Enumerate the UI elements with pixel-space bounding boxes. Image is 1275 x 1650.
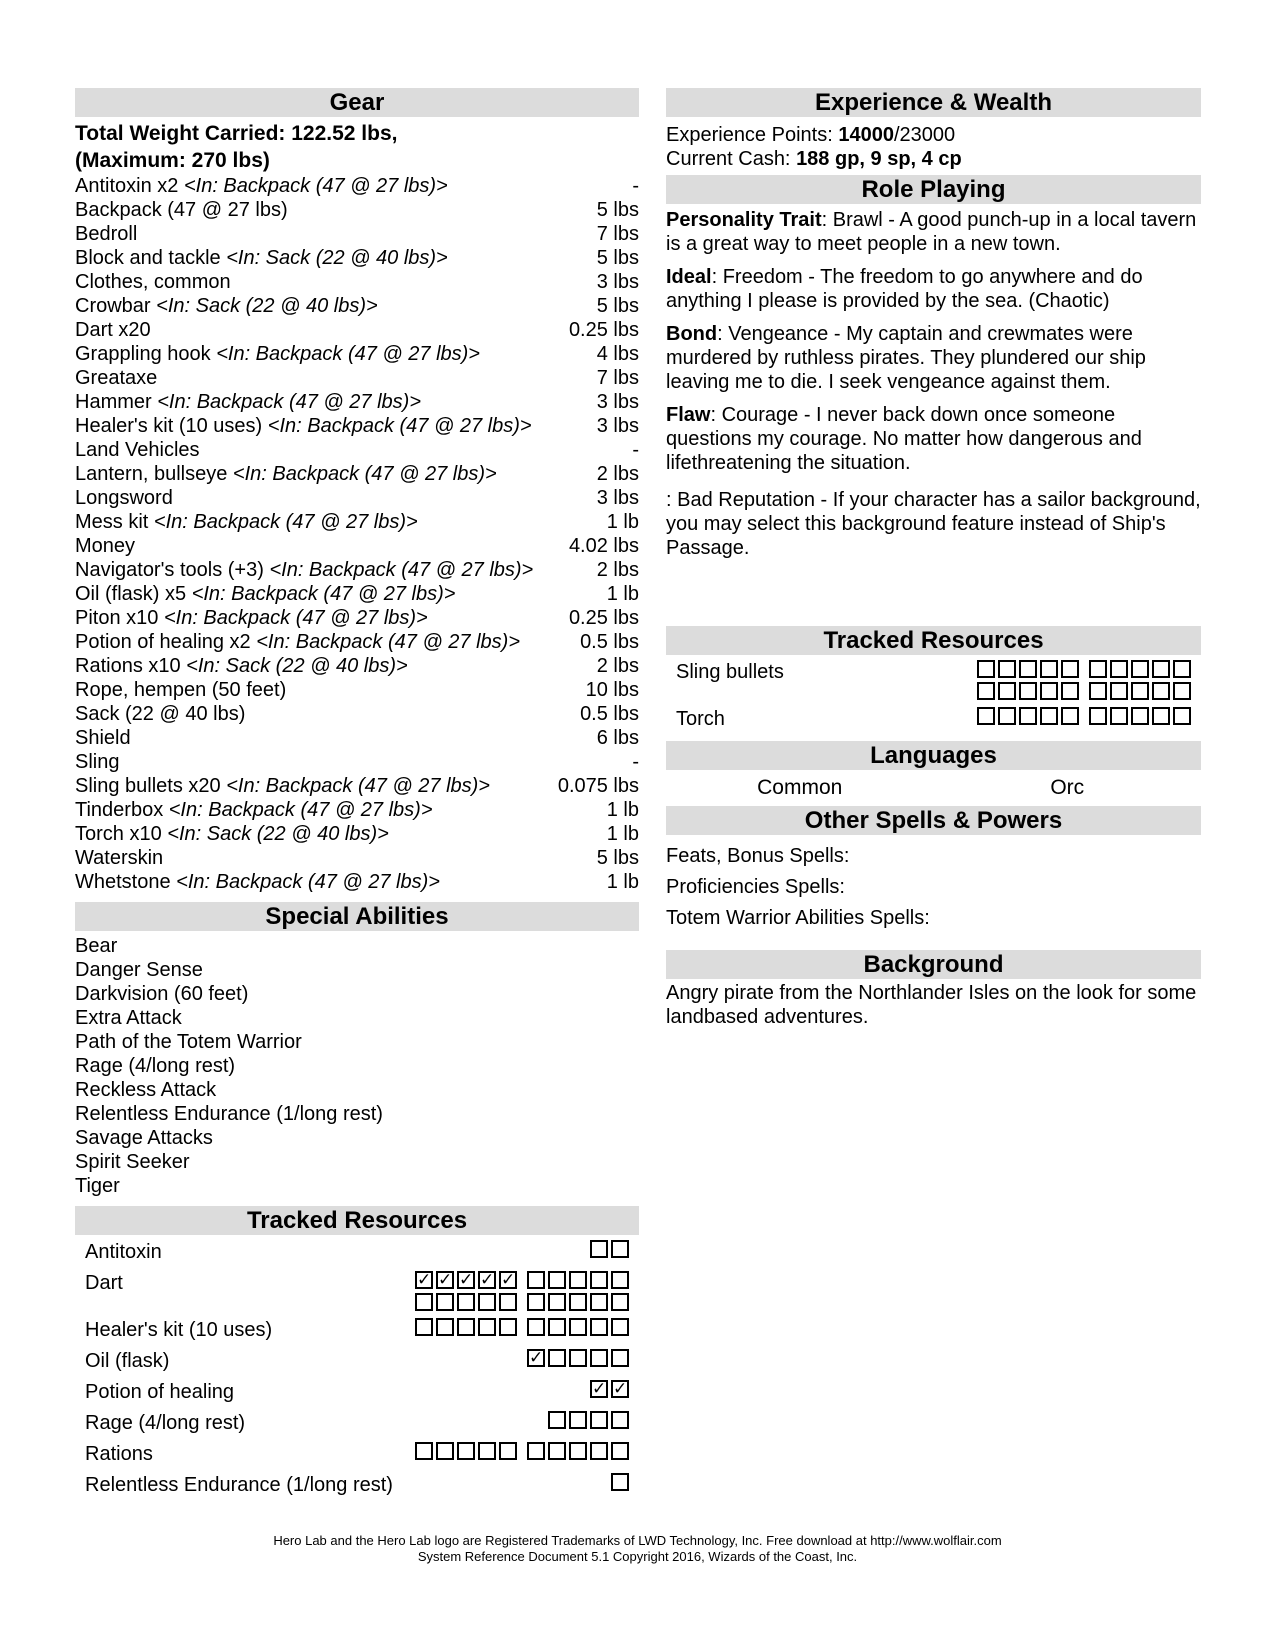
gear-item-weight: - bbox=[632, 439, 639, 461]
empty-checkbox[interactable] bbox=[1089, 660, 1107, 678]
gear-item-name: Navigator's tools (+3) bbox=[75, 559, 270, 581]
gear-item bbox=[75, 534, 639, 558]
gear-item bbox=[75, 198, 639, 222]
gear-item-location: <In: Sack (22 @ 40 lbs)> bbox=[156, 295, 378, 317]
tracked-resource-name: Oil (flask) bbox=[85, 1350, 170, 1372]
checked-box[interactable]: ✓ bbox=[417, 1270, 432, 1289]
gear-item bbox=[75, 582, 639, 606]
gear-item-weight: 1 lb bbox=[606, 871, 639, 893]
empty-checkbox[interactable] bbox=[590, 1318, 608, 1336]
tracked-resource-row bbox=[75, 1380, 639, 1404]
tracked-resource-name: Rations bbox=[85, 1443, 153, 1465]
empty-checkbox[interactable] bbox=[1110, 707, 1128, 725]
checked-box[interactable]: ✓ bbox=[459, 1270, 474, 1289]
empty-checkbox[interactable] bbox=[611, 1411, 629, 1429]
empty-checkbox[interactable] bbox=[611, 1473, 629, 1491]
gear-item-name: Antitoxin x2 bbox=[75, 175, 184, 197]
empty-checkbox[interactable] bbox=[569, 1442, 587, 1460]
gear-item bbox=[75, 798, 639, 822]
empty-checkbox[interactable] bbox=[415, 1442, 433, 1460]
checked-box[interactable]: ✓ bbox=[480, 1270, 495, 1289]
gear-item-name: Bedroll bbox=[75, 223, 138, 245]
empty-checkbox[interactable] bbox=[611, 1293, 629, 1311]
gear-item bbox=[75, 438, 639, 462]
tracked-resource-name: Potion of healing bbox=[85, 1381, 235, 1403]
ability-item: Tiger bbox=[75, 1175, 120, 1197]
gear-item-weight: 0.5 lbs bbox=[580, 703, 639, 725]
background-header: Background bbox=[666, 950, 1201, 979]
tracked-resources-right bbox=[666, 660, 1201, 731]
checked-box[interactable]: ✓ bbox=[438, 1270, 453, 1289]
tracked-resource-name: Relentless Endurance (1/long rest) bbox=[85, 1474, 393, 1496]
gear-item-location: <In: Backpack (47 @ 27 lbs)> bbox=[153, 511, 418, 533]
gear-item-name: Sack (22 @ 40 lbs) bbox=[75, 703, 246, 725]
empty-checkbox[interactable] bbox=[436, 1293, 454, 1311]
empty-checkbox[interactable] bbox=[1040, 660, 1058, 678]
gear-item-weight: 7 lbs bbox=[596, 223, 639, 245]
empty-checkbox[interactable] bbox=[499, 1318, 517, 1336]
experience-wealth-header: Experience & Wealth bbox=[666, 88, 1201, 117]
gear-item-name: Longsword bbox=[75, 487, 173, 509]
empty-checkbox[interactable] bbox=[590, 1349, 608, 1367]
spell-line: Feats, Bonus Spells: bbox=[666, 845, 850, 867]
bond: Bond: Vengeance - My captain and crewmates were murdered by ruthless pirates. They plundered our ship leaving me to die. I seek vengeance against them. bbox=[666, 323, 1146, 393]
empty-checkbox[interactable] bbox=[548, 1318, 566, 1336]
gear-item bbox=[75, 822, 639, 846]
gear-item-weight: 1 lb bbox=[606, 799, 639, 821]
gear-item-weight: 2 lbs bbox=[596, 463, 639, 485]
tracked-resource-row bbox=[75, 1349, 639, 1373]
language-item: Orc bbox=[1050, 776, 1085, 799]
gear-item-weight: 4.02 lbs bbox=[568, 535, 639, 557]
ability-item: Savage Attacks bbox=[75, 1127, 213, 1149]
gear-item-name: Hammer bbox=[75, 391, 158, 413]
gear-item-name: Piton x10 bbox=[75, 607, 164, 629]
gear-item bbox=[75, 702, 639, 726]
gear-item-name: Land Vehicles bbox=[75, 439, 200, 461]
empty-checkbox[interactable] bbox=[1040, 707, 1058, 725]
empty-checkbox[interactable] bbox=[1152, 707, 1170, 725]
gear-item-name: Sling bullets x20 bbox=[75, 775, 227, 797]
footer-line: System Reference Document 5.1 Copyright 2016, Wizards of the Coast, Inc. bbox=[417, 1549, 858, 1564]
gear-item-location: <In: Sack (22 @ 40 lbs)> bbox=[167, 823, 389, 845]
footer bbox=[0, 1533, 1275, 1565]
empty-checkbox[interactable] bbox=[1019, 707, 1037, 725]
empty-checkbox[interactable] bbox=[998, 682, 1016, 700]
empty-checkbox[interactable] bbox=[548, 1349, 566, 1367]
gear-item bbox=[75, 414, 639, 438]
gear-item-weight: 4 lbs bbox=[596, 343, 639, 365]
checked-box[interactable]: ✓ bbox=[529, 1348, 544, 1367]
empty-checkbox[interactable] bbox=[998, 707, 1016, 725]
tracked-resource-row bbox=[75, 1411, 639, 1435]
current-cash: Current Cash: 188 gp, 9 sp, 4 cp bbox=[666, 148, 962, 170]
gear-item-weight: 2 lbs bbox=[596, 655, 639, 677]
tracked-resource-row bbox=[75, 1318, 639, 1342]
empty-checkbox[interactable] bbox=[499, 1293, 517, 1311]
gear-item-weight: 5 lbs bbox=[596, 847, 639, 869]
ability-item: Bear bbox=[75, 935, 118, 957]
tracked-resource-name: Dart bbox=[85, 1272, 123, 1294]
gear-item bbox=[75, 390, 639, 414]
spell-line: Totem Warrior Abilities Spells: bbox=[666, 907, 930, 929]
ability-item: Relentless Endurance (1/long rest) bbox=[75, 1103, 383, 1125]
tracked-resource-name: Healer's kit (10 uses) bbox=[85, 1319, 273, 1341]
empty-checkbox[interactable] bbox=[590, 1442, 608, 1460]
gear-item-location: <In: Backpack (47 @ 27 lbs)> bbox=[176, 871, 440, 893]
empty-checkbox[interactable] bbox=[1152, 682, 1170, 700]
total-weight: Total Weight Carried: 122.52 lbs, (Maximum: 270 lbs) bbox=[75, 122, 398, 172]
checked-box[interactable]: ✓ bbox=[592, 1379, 607, 1398]
gear-item-name: Block and tackle bbox=[75, 247, 227, 269]
empty-checkbox[interactable] bbox=[998, 660, 1016, 678]
tracked-resource-row bbox=[666, 660, 1201, 700]
tracked-resources-left bbox=[75, 1240, 639, 1497]
spell-line: Proficiencies Spells: bbox=[666, 876, 845, 898]
gear-item-location: <In: Sack (22 @ 40 lbs)> bbox=[186, 655, 408, 677]
gear-item-location: <In: Backpack (47 @ 27 lbs)> bbox=[269, 559, 534, 581]
tracked-resource-row bbox=[75, 1442, 639, 1466]
empty-checkbox[interactable] bbox=[527, 1271, 545, 1289]
empty-checkbox[interactable] bbox=[1131, 660, 1149, 678]
gear-item-name: Waterskin bbox=[75, 847, 164, 869]
gear-item-name: Potion of healing x2 bbox=[75, 631, 257, 653]
empty-checkbox[interactable] bbox=[1173, 707, 1191, 725]
gear-item bbox=[75, 462, 639, 486]
gear-item-weight: 1 lb bbox=[606, 823, 639, 845]
empty-checkbox[interactable] bbox=[977, 660, 995, 678]
gear-item-location: <In: Backpack (47 @ 27 lbs)> bbox=[191, 583, 456, 605]
gear-item-weight: 3 lbs bbox=[596, 487, 639, 509]
empty-checkbox[interactable] bbox=[548, 1293, 566, 1311]
tracked-resource-name: Rage (4/long rest) bbox=[85, 1412, 246, 1434]
empty-checkbox[interactable] bbox=[590, 1293, 608, 1311]
empty-checkbox[interactable] bbox=[611, 1318, 629, 1336]
gear-item-name: Sling bbox=[75, 751, 120, 773]
ability-item: Extra Attack bbox=[75, 1007, 182, 1029]
gear-item-weight: 3 lbs bbox=[596, 415, 639, 437]
left-column bbox=[75, 88, 639, 1504]
experience-points: Experience Points: 14000/23000 bbox=[666, 124, 956, 146]
gear-item-name: Crowbar bbox=[75, 295, 157, 317]
gear-item-weight: 0.25 lbs bbox=[568, 607, 639, 629]
gear-item-location: <In: Backpack (47 @ 27 lbs)> bbox=[163, 607, 428, 629]
empty-checkbox[interactable] bbox=[478, 1293, 496, 1311]
empty-checkbox[interactable] bbox=[1019, 660, 1037, 678]
empty-checkbox[interactable] bbox=[457, 1442, 475, 1460]
gear-item-name: Lantern, bullseye bbox=[75, 463, 233, 485]
gear-item bbox=[75, 486, 639, 510]
checked-box[interactable]: ✓ bbox=[501, 1270, 516, 1289]
empty-checkbox[interactable] bbox=[548, 1411, 566, 1429]
ability-item: Darkvision (60 feet) bbox=[75, 983, 249, 1005]
gear-item-weight: 5 lbs bbox=[596, 199, 639, 221]
gear-item-name: Greataxe bbox=[75, 367, 158, 389]
empty-checkbox[interactable] bbox=[415, 1318, 433, 1336]
ability-item: Danger Sense bbox=[75, 959, 203, 981]
gear-item-weight: 1 lb bbox=[606, 511, 639, 533]
gear-item-weight: 2 lbs bbox=[596, 559, 639, 581]
gear-item-name: Backpack (47 @ 27 lbs) bbox=[75, 199, 288, 221]
gear-item-weight: 6 lbs bbox=[596, 727, 639, 749]
empty-checkbox[interactable] bbox=[977, 707, 995, 725]
empty-checkbox[interactable] bbox=[1110, 660, 1128, 678]
empty-checkbox[interactable] bbox=[569, 1318, 587, 1336]
gear-item-weight: 5 lbs bbox=[596, 247, 639, 269]
gear-item-location: <In: Backpack (47 @ 27 lbs)> bbox=[157, 391, 422, 413]
gear-item bbox=[75, 318, 639, 342]
other-spells-header: Other Spells & Powers bbox=[666, 806, 1201, 835]
gear-item bbox=[75, 774, 639, 798]
empty-checkbox[interactable] bbox=[1061, 682, 1079, 700]
gear-item bbox=[75, 342, 639, 366]
gear-item bbox=[75, 750, 639, 774]
gear-item bbox=[75, 654, 639, 678]
empty-checkbox[interactable] bbox=[1110, 682, 1128, 700]
empty-checkbox[interactable] bbox=[1173, 660, 1191, 678]
gear-item bbox=[75, 726, 639, 750]
gear-item-name: Shield bbox=[75, 727, 131, 749]
background-text: Angry pirate from the Northlander Isles on the look for some landbased adventures. bbox=[666, 982, 1197, 1028]
gear-item-name: Torch x10 bbox=[75, 823, 168, 845]
tracked-resource-name: Antitoxin bbox=[85, 1241, 162, 1263]
empty-checkbox[interactable] bbox=[436, 1318, 454, 1336]
gear-list bbox=[75, 174, 639, 894]
languages-header: Languages bbox=[666, 741, 1201, 770]
empty-checkbox[interactable] bbox=[1061, 707, 1079, 725]
gear-item-name: Mess kit bbox=[75, 511, 154, 533]
tracked-resources-header-right: Tracked Resources bbox=[666, 626, 1201, 655]
gear-item-name: Rope, hempen (50 feet) bbox=[75, 679, 287, 701]
gear-item-location: <In: Backpack (47 @ 27 lbs)> bbox=[232, 463, 497, 485]
gear-item-name: Healer's kit (10 uses) bbox=[75, 415, 268, 437]
gear-item bbox=[75, 222, 639, 246]
ability-item: Spirit Seeker bbox=[75, 1151, 190, 1173]
right-column bbox=[666, 88, 1201, 1029]
empty-checkbox[interactable] bbox=[590, 1271, 608, 1289]
empty-checkbox[interactable] bbox=[1152, 660, 1170, 678]
empty-checkbox[interactable] bbox=[590, 1411, 608, 1429]
gear-item-weight: - bbox=[632, 751, 639, 773]
empty-checkbox[interactable] bbox=[1131, 682, 1149, 700]
ability-item: Rage (4/long rest) bbox=[75, 1055, 236, 1077]
gear-header: Gear bbox=[75, 88, 639, 117]
empty-checkbox[interactable] bbox=[977, 682, 995, 700]
gear-item-weight: 3 lbs bbox=[596, 391, 639, 413]
gear-item-location: <In: Sack (22 @ 40 lbs)> bbox=[226, 247, 448, 269]
gear-item-name: Whetstone bbox=[75, 871, 177, 893]
empty-checkbox[interactable] bbox=[548, 1271, 566, 1289]
empty-checkbox[interactable] bbox=[590, 1240, 608, 1258]
gear-item bbox=[75, 870, 639, 894]
empty-checkbox[interactable] bbox=[1131, 707, 1149, 725]
tracked-resource-row bbox=[75, 1271, 639, 1311]
gear-item bbox=[75, 510, 639, 534]
tracked-resource-name: Sling bullets bbox=[676, 661, 784, 683]
empty-checkbox[interactable] bbox=[457, 1318, 475, 1336]
empty-checkbox[interactable] bbox=[1040, 682, 1058, 700]
empty-checkbox[interactable] bbox=[611, 1349, 629, 1367]
empty-checkbox[interactable] bbox=[1089, 682, 1107, 700]
empty-checkbox[interactable] bbox=[415, 1293, 433, 1311]
tracked-resources-header-left: Tracked Resources bbox=[75, 1206, 639, 1235]
special-abilities-list bbox=[75, 934, 639, 1198]
role-playing-header: Role Playing bbox=[666, 175, 1201, 204]
empty-checkbox[interactable] bbox=[569, 1349, 587, 1367]
gear-item-name: Grappling hook bbox=[75, 343, 217, 365]
empty-checkbox[interactable] bbox=[611, 1271, 629, 1289]
languages-list bbox=[666, 770, 1201, 806]
gear-item-name: Money bbox=[75, 535, 136, 557]
empty-checkbox[interactable] bbox=[478, 1318, 496, 1336]
gear-item-location: <In: Backpack (47 @ 27 lbs)> bbox=[267, 415, 532, 437]
gear-item-name: Oil (flask) x5 bbox=[75, 583, 192, 605]
ability-item: Path of the Totem Warrior bbox=[75, 1031, 302, 1053]
gear-item-weight: 0.075 lbs bbox=[557, 775, 639, 797]
gear-item bbox=[75, 246, 639, 270]
empty-checkbox[interactable] bbox=[548, 1442, 566, 1460]
gear-item-location: <In: Backpack (47 @ 27 lbs)> bbox=[226, 775, 490, 797]
gear-item bbox=[75, 294, 639, 318]
empty-checkbox[interactable] bbox=[1019, 682, 1037, 700]
empty-checkbox[interactable] bbox=[569, 1271, 587, 1289]
tracked-resource-row bbox=[75, 1473, 639, 1497]
empty-checkbox[interactable] bbox=[527, 1442, 545, 1460]
footer-line: Hero Lab and the Hero Lab logo are Registered Trademarks of LWD Technology, Inc. Free download at http://www.wolflair.com bbox=[273, 1533, 1002, 1548]
gear-item bbox=[75, 846, 639, 870]
checked-box[interactable]: ✓ bbox=[613, 1379, 628, 1398]
gear-item bbox=[75, 678, 639, 702]
gear-item bbox=[75, 270, 639, 294]
empty-checkbox[interactable] bbox=[436, 1442, 454, 1460]
empty-checkbox[interactable] bbox=[611, 1240, 629, 1258]
other-spells-list bbox=[666, 844, 1201, 937]
gear-item bbox=[75, 606, 639, 630]
gear-item-weight: 5 lbs bbox=[596, 295, 639, 317]
empty-checkbox[interactable] bbox=[611, 1442, 629, 1460]
language-item: Common bbox=[757, 776, 843, 799]
empty-checkbox[interactable] bbox=[499, 1442, 517, 1460]
empty-checkbox[interactable] bbox=[1173, 682, 1191, 700]
empty-checkbox[interactable] bbox=[527, 1293, 545, 1311]
gear-item-location: <In: Backpack (47 @ 27 lbs)> bbox=[256, 631, 521, 653]
gear-item bbox=[75, 366, 639, 390]
empty-checkbox[interactable] bbox=[527, 1318, 545, 1336]
empty-checkbox[interactable] bbox=[457, 1293, 475, 1311]
gear-item-weight: 0.5 lbs bbox=[580, 631, 639, 653]
gear-item-weight: 7 lbs bbox=[596, 367, 639, 389]
flaw: Flaw: Courage - I never back down once someone questions my courage. No matter how dangerous and lifethreatening the situation. bbox=[666, 404, 1142, 474]
ability-item: Reckless Attack bbox=[75, 1079, 217, 1101]
empty-checkbox[interactable] bbox=[1089, 707, 1107, 725]
gear-item-location: <In: Backpack (47 @ 27 lbs)> bbox=[168, 799, 433, 821]
gear-item-weight: 10 lbs bbox=[585, 679, 639, 701]
gear-item-weight: - bbox=[632, 175, 639, 197]
gear-item-weight: 0.25 lbs bbox=[568, 319, 639, 341]
tracked-resource-name: Torch bbox=[676, 708, 725, 730]
empty-checkbox[interactable] bbox=[1061, 660, 1079, 678]
gear-item-weight: 1 lb bbox=[606, 583, 639, 605]
special-abilities-header: Special Abilities bbox=[75, 902, 639, 931]
gear-item-location: <In: Backpack (47 @ 27 lbs)> bbox=[216, 343, 480, 365]
gear-item-location: <In: Backpack (47 @ 27 lbs)> bbox=[183, 175, 448, 197]
gear-item bbox=[75, 630, 639, 654]
gear-item-name: Tinderbox bbox=[75, 799, 169, 821]
empty-checkbox[interactable] bbox=[569, 1293, 587, 1311]
gear-item bbox=[75, 558, 639, 582]
ideal: Ideal: Freedom - The freedom to go anywhere and do anything I please is provided by the sea. (Chaotic) bbox=[666, 266, 1143, 312]
empty-checkbox[interactable] bbox=[569, 1411, 587, 1429]
gear-item-name: Dart x20 bbox=[75, 319, 151, 341]
gear-item-name: Rations x10 bbox=[75, 655, 187, 677]
gear-item-name: Clothes, common bbox=[75, 271, 231, 293]
background-feature: : Bad Reputation - If your character has a sailor background, you may select this background feature instead of Ship's Passage. bbox=[666, 489, 1201, 559]
gear-item-weight: 3 lbs bbox=[596, 271, 639, 293]
gear-item bbox=[75, 174, 639, 198]
personality-trait: Personality Trait: Brawl - A good punch-up in a local tavern is a great way to meet people in a new town. bbox=[666, 209, 1197, 255]
tracked-resource-row bbox=[666, 707, 1201, 731]
empty-checkbox[interactable] bbox=[478, 1442, 496, 1460]
tracked-resource-row bbox=[75, 1240, 639, 1264]
